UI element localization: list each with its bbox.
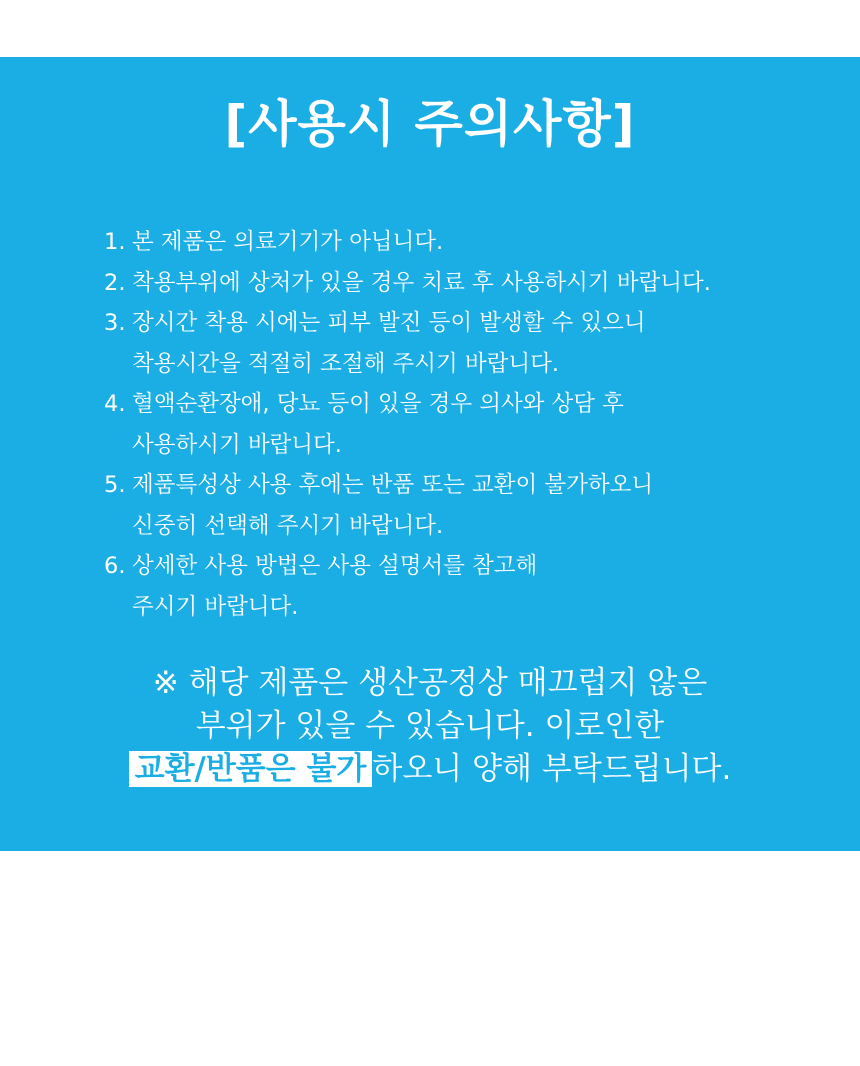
caution-text: 제품특성상 사용 후에는 반품 또는 교환이 불가하오니 — [132, 472, 654, 498]
no-return-highlight: 교환/반품은 불가 — [129, 751, 373, 787]
caution-item — [104, 384, 824, 465]
caution-number: 3. — [104, 310, 126, 336]
caution-item — [104, 546, 824, 627]
page-title: [사용시 주의사항] — [224, 95, 636, 153]
caution-item — [104, 263, 824, 304]
caution-number: 1. — [104, 229, 126, 255]
caution-number: 5. — [104, 472, 126, 498]
caution-text: 혈액순환장애, 당뇨 등이 있을 경우 의사와 상담 후 — [132, 391, 624, 417]
defect-notice — [0, 662, 860, 791]
caution-text-continued: 주시기 바랍니다. — [132, 593, 299, 620]
caution-number: 4. — [104, 391, 126, 417]
caution-item — [104, 303, 824, 384]
caution-text-continued: 착용시간을 적절히 조절해 주시기 바랍니다. — [132, 350, 559, 377]
caution-text: 장시간 착용 시에는 피부 발진 등이 발생할 수 있으니 — [132, 310, 646, 336]
caution-text: 착용부위에 상처가 있을 경우 치료 후 사용하시기 바랍니다. — [132, 269, 711, 296]
caution-list — [104, 222, 824, 627]
caution-item — [104, 465, 824, 546]
caution-number: 6. — [104, 553, 126, 579]
notice-line-3-rest: 하오니 양해 부탁드립니다. — [372, 751, 732, 787]
caution-text: 본 제품은 의료기기가 아닙니다. — [132, 229, 444, 255]
notice-line-1: ※ 해당 제품은 생산공정상 매끄럽지 않은 — [152, 665, 708, 701]
caution-item — [104, 222, 824, 263]
caution-number: 2. — [104, 269, 126, 296]
notice-line-2: 부위가 있을 수 있습니다. 이로인한 — [195, 708, 665, 744]
caution-text-continued: 신중히 선택해 주시기 바랍니다. — [132, 512, 444, 539]
caution-text: 상세한 사용 방법은 사용 설명서를 참고해 — [132, 553, 538, 579]
caution-text-continued: 사용하시기 바랍니다. — [132, 431, 342, 458]
notice-line-3 — [0, 748, 860, 791]
